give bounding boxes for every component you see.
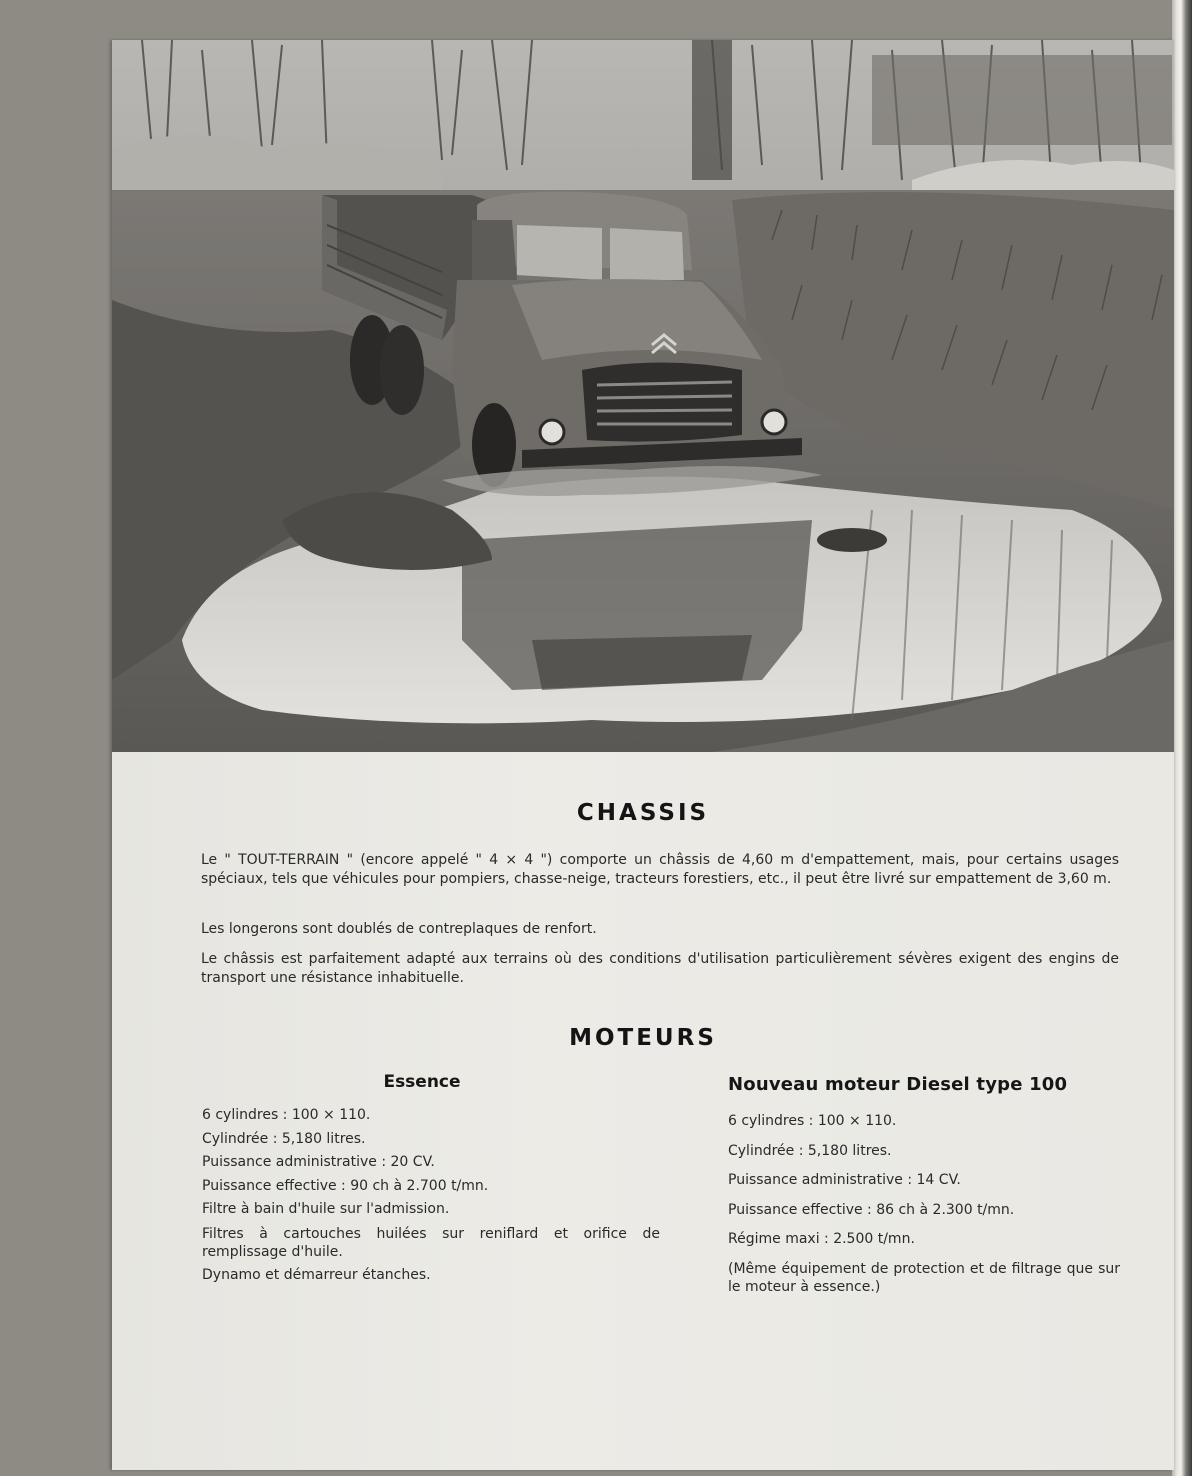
spec-line: Cylindrée : 5,180 litres.	[728, 1142, 892, 1159]
brochure-page	[112, 40, 1174, 1470]
spec-line: Dynamo et démarreur étanches.	[202, 1266, 431, 1283]
spec-line: 6 cylindres : 100 × 110.	[728, 1113, 897, 1129]
spec-line: Puissance effective : 86 ch à 2.300 t/mn.	[728, 1201, 1015, 1218]
chassis-paragraph: Les longerons sont doublés de contreplaques de renfort.	[201, 921, 597, 937]
chassis-paragraph: Le châssis est parfaitement adapté aux terrains où des conditions d'utilisation particulièrement sévères exigent des engins de transport une résistance inhabituelle.	[201, 951, 1119, 986]
spec-line: Filtre à bain d'huile sur l'admission.	[202, 1201, 450, 1217]
truck-photo	[112, 40, 1174, 752]
moteurs-heading: MOTEURS	[569, 1025, 717, 1051]
spec-line: (Même équipement de protection et de filtrage que sur le moteur à essence.)	[728, 1260, 1120, 1295]
chassis-paragraph: Le " TOUT-TERRAIN " (encore appelé " 4 × 4 ") comporte un châssis de 4,60 m d'empattement, mais, pour certains usages spéciaux, tels que véhicules pour pompiers, chasse-neige, tracteurs forestiers, etc., il peut être livré sur empattement de 3,60 m.	[201, 852, 1119, 887]
spec-line: Filtres à cartouches huilées sur reniflard et orifice de remplissage d'huile.	[202, 1225, 660, 1260]
spec-line: Puissance effective : 90 ch à 2.700 t/mn.	[202, 1177, 489, 1194]
spec-line: Cylindrée : 5,180 litres.	[202, 1130, 366, 1147]
diesel-engine-column	[728, 1074, 1120, 1301]
chassis-heading: CHASSIS	[576, 800, 710, 826]
essence-engine-column	[202, 1072, 660, 1287]
essence-heading: Essence	[383, 1072, 461, 1092]
booklet-spine	[1172, 0, 1192, 1476]
spec-line: Régime maxi : 2.500 t/mn.	[728, 1231, 915, 1247]
spec-line: 6 cylindres : 100 × 110.	[202, 1107, 371, 1123]
spec-line: Puissance administrative : 20 CV.	[202, 1154, 435, 1170]
spec-line: Puissance administrative : 14 CV.	[728, 1172, 961, 1188]
diesel-heading: Nouveau moteur Diesel type 100	[728, 1074, 1068, 1095]
